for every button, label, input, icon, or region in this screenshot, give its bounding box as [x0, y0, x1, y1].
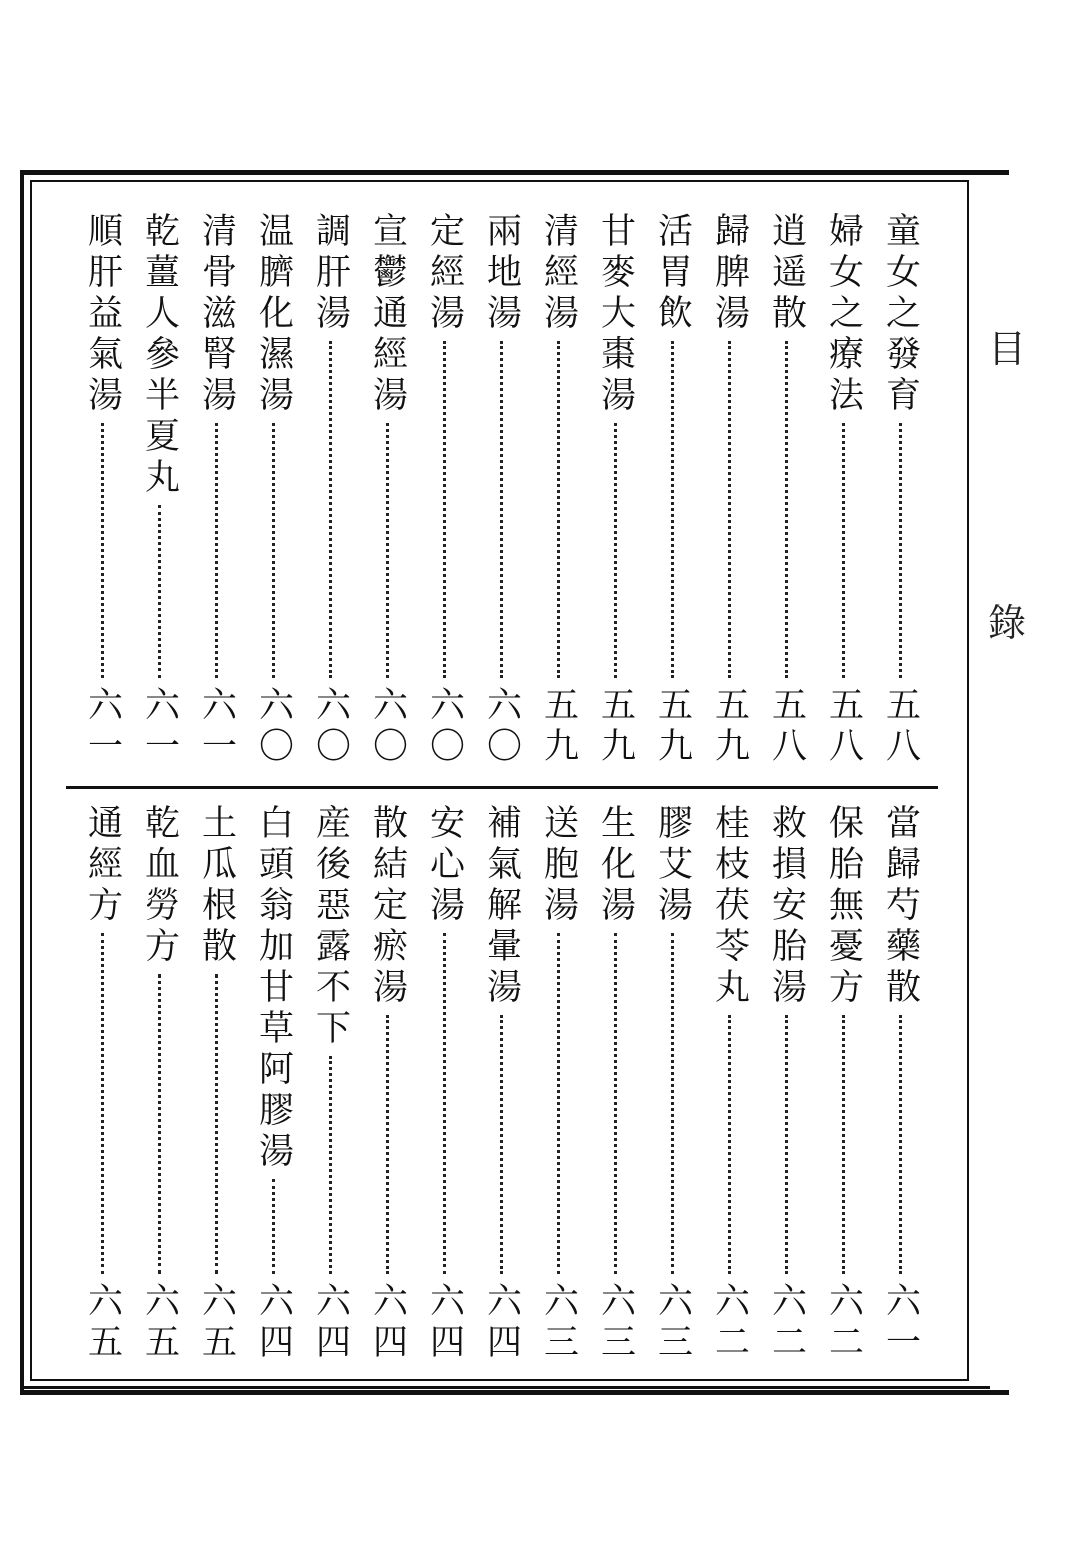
section-divider	[66, 786, 938, 789]
dot-leader	[386, 1015, 389, 1274]
dot-leader	[443, 341, 446, 678]
dot-leader	[728, 341, 731, 678]
toc-entry[interactable]	[302, 804, 358, 1364]
entry-title: 白頭翁加甘草阿膠湯	[253, 804, 294, 1173]
entry-title: 清經湯	[538, 212, 579, 335]
entry-page: 六三	[538, 1282, 579, 1364]
toc-entry[interactable]	[644, 804, 700, 1364]
dot-leader	[158, 505, 161, 678]
entry-page: 五九	[538, 686, 579, 768]
toc-entry[interactable]	[245, 804, 301, 1364]
entry-title: 救損安胎湯	[766, 804, 807, 1009]
entry-page: 五九	[652, 686, 693, 768]
entry-page: 六一	[196, 686, 237, 768]
entry-page: 六三	[652, 1282, 693, 1364]
dot-leader	[215, 423, 218, 678]
toc-entry[interactable]	[74, 804, 130, 1364]
entry-title: 調肝湯	[310, 212, 351, 335]
entry-page: 六一	[82, 686, 123, 768]
dot-leader	[557, 341, 560, 678]
entry-title: 當歸芍藥散	[880, 804, 921, 1009]
entry-title: 温臍化濕湯	[253, 212, 294, 417]
entry-title: 散結定瘀湯	[367, 804, 408, 1009]
dot-leader	[500, 341, 503, 678]
entry-title: 送胞湯	[538, 804, 579, 927]
toc-entry[interactable]	[188, 804, 244, 1364]
entry-title: 産後惡露不下	[310, 804, 351, 1050]
bottom-rule	[22, 1386, 990, 1389]
entry-page: 六五	[82, 1282, 123, 1364]
entry-title: 清骨滋腎湯	[196, 212, 237, 417]
toc-entry[interactable]	[188, 212, 244, 768]
toc-entry[interactable]	[701, 212, 757, 768]
entry-title: 童女之發育	[880, 212, 921, 417]
toc-entry[interactable]	[644, 212, 700, 768]
entry-title: 生化湯	[595, 804, 636, 927]
entry-page: 六四	[424, 1282, 465, 1364]
toc-entry[interactable]	[530, 212, 586, 768]
entry-page: 六四	[310, 1282, 351, 1364]
toc-entry[interactable]	[872, 212, 928, 768]
toc-entry[interactable]	[530, 804, 586, 1364]
entry-title: 婦女之療法	[823, 212, 864, 417]
dot-leader	[614, 933, 617, 1274]
entry-page: 六五	[139, 1282, 180, 1364]
toc-entry[interactable]	[758, 804, 814, 1364]
dot-leader	[671, 933, 674, 1274]
toc-entry[interactable]	[473, 804, 529, 1364]
toc-entry[interactable]	[245, 212, 301, 768]
entry-title: 歸脾湯	[709, 212, 750, 335]
entry-page: 五九	[595, 686, 636, 768]
toc-entry[interactable]	[815, 804, 871, 1364]
entry-title: 兩地湯	[481, 212, 522, 335]
edge-mark-1: 目	[988, 327, 1027, 371]
entry-title: 順肝益氣湯	[82, 212, 123, 417]
dot-leader	[557, 933, 560, 1274]
dot-leader	[728, 1015, 731, 1274]
entry-title: 甘麥大棗湯	[595, 212, 636, 417]
entry-title: 補氣解暈湯	[481, 804, 522, 1009]
entry-page: 六三	[595, 1282, 636, 1364]
entry-page: 六〇	[310, 686, 351, 768]
entry-page: 五八	[766, 686, 807, 768]
entry-page: 六〇	[367, 686, 408, 768]
dot-leader	[158, 974, 161, 1274]
toc-entry[interactable]	[872, 804, 928, 1364]
entry-page: 六〇	[424, 686, 465, 768]
dot-leader	[101, 423, 104, 678]
entry-page: 六四	[367, 1282, 408, 1364]
toc-entry[interactable]	[473, 212, 529, 768]
toc-entry[interactable]	[416, 804, 472, 1364]
entry-title: 定經湯	[424, 212, 465, 335]
dot-leader	[272, 423, 275, 678]
entry-page: 六二	[709, 1282, 750, 1364]
entry-title: 通經方	[82, 804, 123, 927]
entry-title: 保胎無憂方	[823, 804, 864, 1009]
toc-entry[interactable]	[74, 212, 130, 768]
entry-title: 乾血勞方	[139, 804, 180, 968]
dot-leader	[899, 423, 902, 678]
dot-leader	[614, 423, 617, 678]
dot-leader	[272, 1179, 275, 1274]
dot-leader	[101, 933, 104, 1274]
toc-entry[interactable]	[587, 804, 643, 1364]
entry-page: 六一	[880, 1282, 921, 1364]
entry-page: 六四	[253, 1282, 294, 1364]
dot-leader	[329, 1056, 332, 1274]
entry-page: 六二	[766, 1282, 807, 1364]
dot-leader	[386, 423, 389, 678]
dot-leader	[500, 1015, 503, 1274]
entry-page: 六一	[139, 686, 180, 768]
toc-entry[interactable]	[359, 212, 415, 768]
dot-leader	[329, 341, 332, 678]
entry-page: 六五	[196, 1282, 237, 1364]
dot-leader	[785, 1015, 788, 1274]
toc-entry[interactable]	[131, 804, 187, 1364]
entry-title: 乾薑人參半夏丸	[139, 212, 180, 499]
entry-page: 五九	[709, 686, 750, 768]
entry-title: 膠艾湯	[652, 804, 693, 927]
toc-entry[interactable]	[302, 212, 358, 768]
toc-entry[interactable]	[131, 212, 187, 768]
entry-page: 六〇	[481, 686, 522, 768]
dot-leader	[785, 341, 788, 678]
entry-title: 逍遥散	[766, 212, 807, 335]
entry-page: 五八	[880, 686, 921, 768]
entry-title: 宣鬱通經湯	[367, 212, 408, 417]
toc-entry[interactable]	[359, 804, 415, 1364]
entry-page: 六四	[481, 1282, 522, 1364]
toc-entry[interactable]	[758, 212, 814, 768]
entry-page: 六〇	[253, 686, 294, 768]
entry-title: 安心湯	[424, 804, 465, 927]
toc-entry[interactable]	[587, 212, 643, 768]
dot-leader	[842, 423, 845, 678]
edge-mark-2: 錄	[988, 601, 1027, 645]
entry-page: 六二	[823, 1282, 864, 1364]
toc-entry[interactable]	[815, 212, 871, 768]
dot-leader	[842, 1015, 845, 1274]
dot-leader	[671, 341, 674, 678]
dot-leader	[215, 974, 218, 1274]
dot-leader	[443, 933, 446, 1274]
entry-title: 桂枝茯苓丸	[709, 804, 750, 1009]
toc-entry[interactable]	[701, 804, 757, 1364]
entry-title: 土瓜根散	[196, 804, 237, 968]
entry-page: 五八	[823, 686, 864, 768]
toc-entry[interactable]	[416, 212, 472, 768]
entry-title: 活胃飲	[652, 212, 693, 335]
dot-leader	[899, 1015, 902, 1274]
